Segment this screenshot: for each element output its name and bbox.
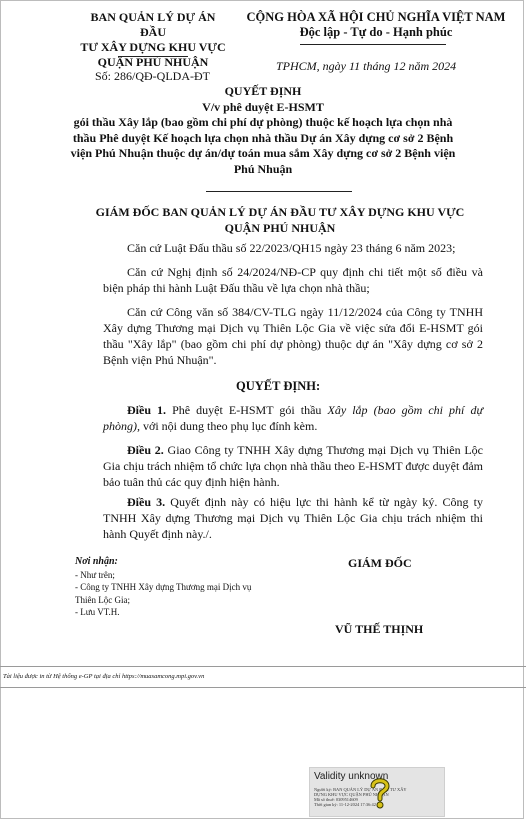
footer-note: Tài liệu được in từ Hệ thống e-GP tại địa chỉ https://muasamcong.mpi.gov.vn	[3, 673, 205, 680]
subject-line: viện Phú Nhuận thuộc dự án/dự toán mua sắm Xây dựng cơ sở 2 Bệnh viện	[70, 146, 456, 160]
authority-line: GIÁM ĐỐC BAN QUẢN LÝ DỰ ÁN ĐẦU TƯ XÂY DỰNG KHU VỰC	[95, 205, 465, 219]
legal-basis-3: Căn cứ Công văn số 384/CV-TLG ngày 11/12/2024 của Công ty TNHH Xây dựng Thương mại Dịch vụ Thiên Lộc Gia về việc sửa đổi E-HSMT gói thầu "Xây lắp" (bao gồm chi phí dự phòng) thuộc dự án "Xây dựng cơ sở 2 Bệnh viện Phú Nhuận".	[103, 305, 483, 367]
document-number: Số: 286/QĐ-QLDA-ĐT	[95, 69, 210, 83]
agency-line: TƯ XÂY DỰNG KHU VỰC	[80, 40, 226, 54]
article-2	[103, 442, 483, 490]
legal-basis-2: Căn cứ Nghị định số 24/2024/NĐ-CP quy định chi tiết một số điều và biện pháp thi hành Luật Đấu thầu về lựa chọn nhà thầu;	[103, 265, 483, 295]
stamp-validity-text: Validity unknown	[314, 771, 389, 782]
article-3	[103, 494, 483, 542]
recipient-item: - Lưu VT.H.	[75, 607, 120, 617]
footer-divider-bottom	[0, 687, 526, 688]
stamp-line: Thời gian ký: 11-12-2024 17:36:42	[314, 802, 376, 807]
national-motto	[228, 10, 524, 40]
recipient-item: Thiên Lộc Gia;	[75, 594, 130, 605]
recipients-block	[75, 556, 305, 619]
article-1-package: Xây lắp (bao gồm chi phí dự phòng),	[103, 403, 483, 433]
subject-line: gói thầu Xây lắp (bao gồm chi phí dự phòng) thuộc kế hoạch lựa chọn nhà	[73, 115, 453, 129]
stamp-line: DỰNG KHU VỰC QUẬN PHÚ NHUẬN	[314, 792, 389, 797]
recipient-item: - Như trên;	[75, 569, 115, 580]
article-2-label: Điều 2.	[127, 443, 164, 457]
heading-underline	[206, 191, 352, 192]
agency-line: BAN QUẢN LÝ DỰ ÁN ĐẦU	[90, 10, 216, 39]
article-3-text: Quyết định này có hiệu lực thi hành kể từ ngày ký. Công ty TNHH Xây dựng Thương mại Dịch vụ Thiên Lộc Gia chịu trách nhiệm thi hành Quyết định này./.	[103, 495, 483, 541]
decision-heading	[60, 84, 466, 177]
motto-underline	[300, 44, 446, 45]
article-3-label: Điều 3.	[127, 495, 166, 509]
subject-line: thầu Phê duyệt Kế hoạch lựa chọn nhà thầu Dự án Xây dựng cơ sở 2 Bệnh	[72, 130, 454, 145]
issuing-authority	[78, 204, 482, 236]
recipient-item: - Công ty TNHH Xây dựng Thương mại Dịch vụ	[75, 582, 252, 592]
nation-name: CỘNG HÒA XÃ HỘI CHỦ NGHĨA VIỆT NAM	[246, 10, 506, 24]
digital-signature-stamp[interactable]	[309, 767, 445, 817]
article-1-label: Điều 1.	[127, 403, 167, 417]
stamp-line: Mã số thuế: 0309514609	[314, 797, 358, 802]
authority-line: QUẬN PHÚ NHUẬN	[224, 221, 336, 235]
signer-title: GIÁM ĐỐC	[348, 556, 412, 570]
decide-heading: QUYẾT ĐỊNH:	[236, 379, 321, 393]
agency-line: QUẬN PHÚ NHUẬN	[97, 55, 209, 69]
agency-name	[78, 10, 228, 70]
motto: Độc lập - Tự do - Hạnh phúc	[299, 25, 453, 39]
subject-line: Phú Nhuận	[233, 161, 293, 176]
recipients-label: Nơi nhận:	[75, 556, 118, 567]
question-mark-icon	[368, 776, 392, 810]
article-1-text: Phê duyệt E-HSMT gói thầu	[166, 403, 328, 417]
article-2-text: Giao Công ty TNHH Xây dựng Thương mại Dịch vụ Thiên Lộc Gia chịu trách nhiệm tổ chức lựa chọn nhà thầu theo E-HSMT được duyệt đảm bảo tuân thủ các quy định hiện hành.	[103, 443, 484, 489]
footer-divider-top	[0, 666, 526, 667]
legal-basis-1: Căn cứ Luật Đấu thầu số 22/2023/QH15 ngày 23 tháng 6 năm 2023;	[127, 241, 456, 255]
decision-title: QUYẾT ĐỊNH	[224, 84, 302, 98]
article-1	[103, 402, 483, 434]
signer-name: VŨ THẾ THỊNH	[335, 622, 424, 636]
document-date: TPHCM, ngày 11 tháng 12 năm 2024	[276, 59, 457, 73]
stamp-line: Người ký: BAN QUẢN LÝ DỰ ÁN ĐẦU TƯ XÂY	[314, 787, 407, 792]
agency-underline	[118, 56, 188, 57]
article-1-text-end: với nội dung theo phụ lục đính kèm.	[140, 419, 318, 433]
subject-line: V/v phê duyệt E-HSMT	[202, 99, 324, 114]
